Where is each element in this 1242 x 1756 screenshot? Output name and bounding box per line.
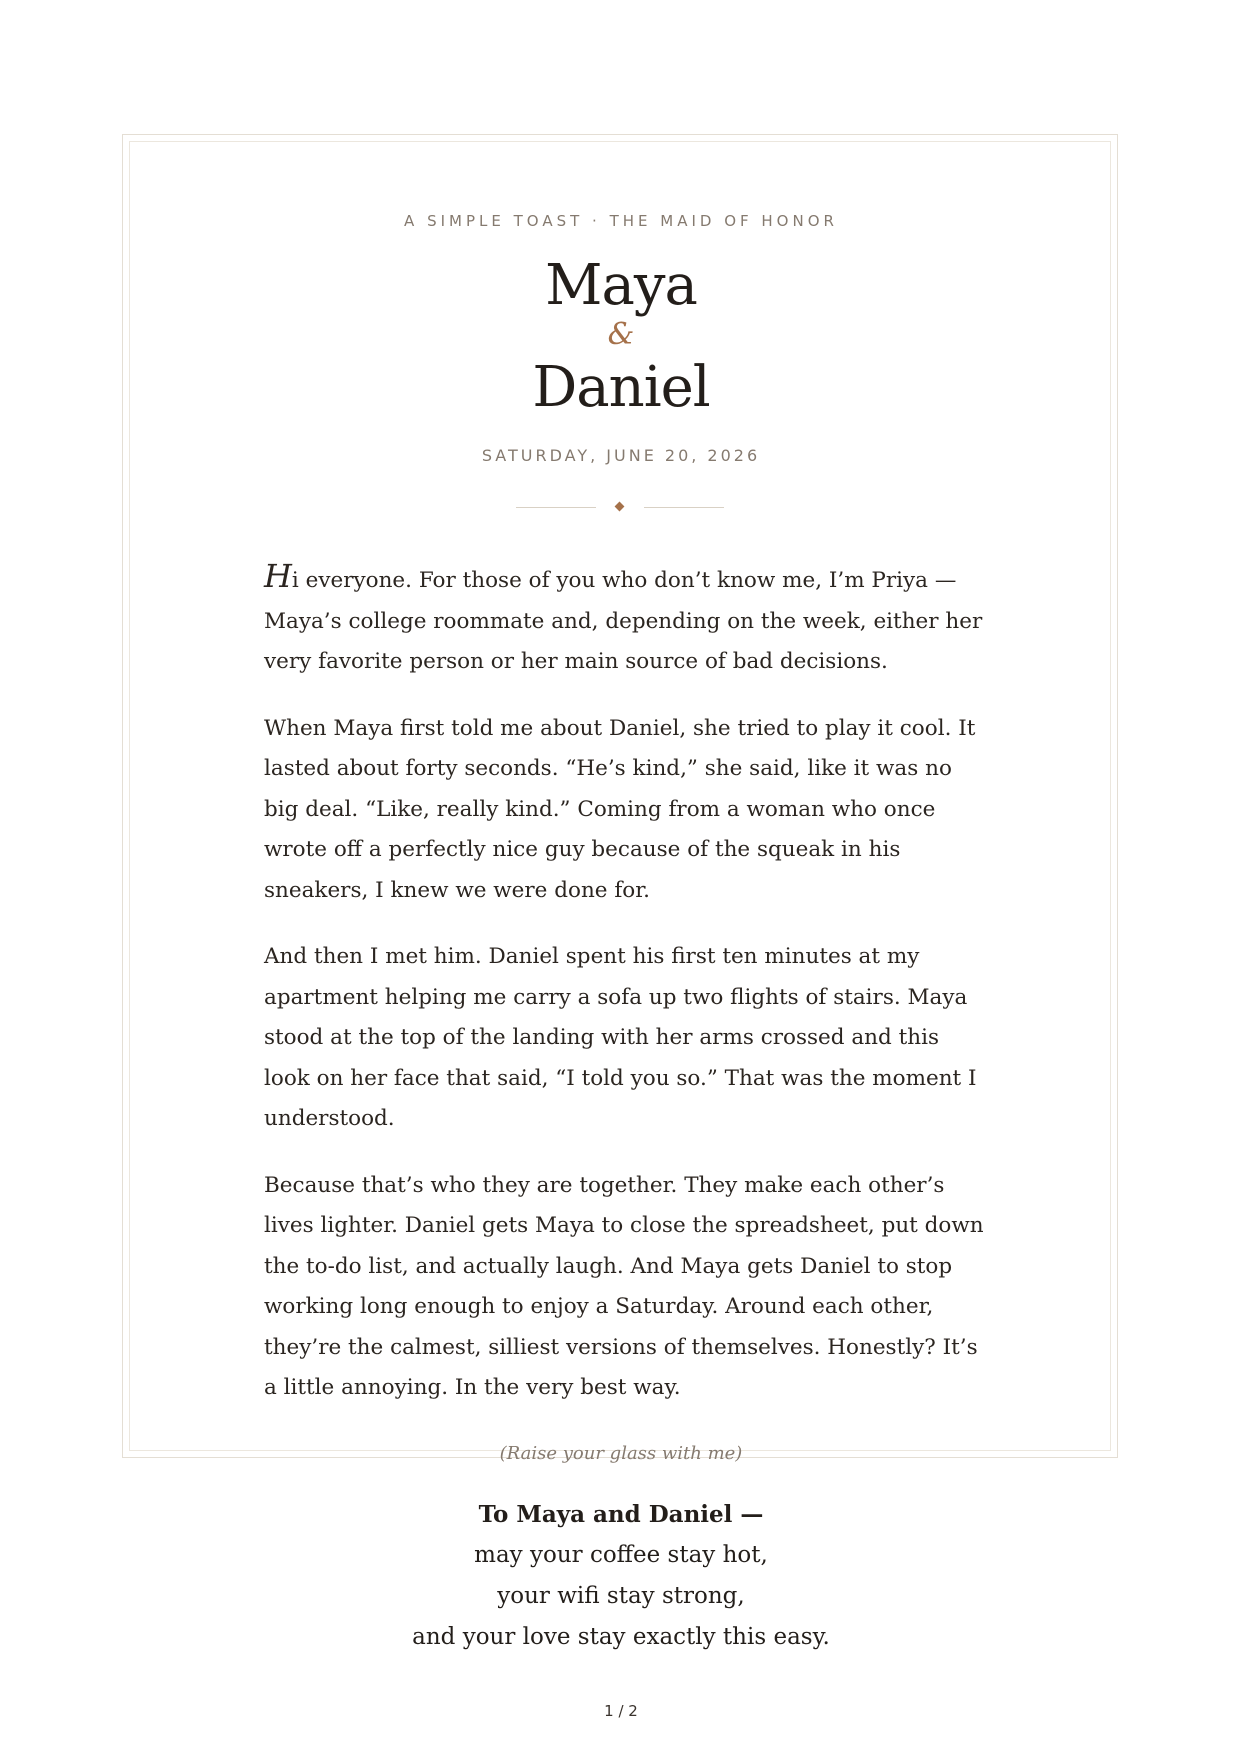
couple-name-first: Maya xyxy=(545,253,697,318)
speech-paragraph-1 xyxy=(264,556,986,683)
diamond-icon xyxy=(615,502,625,512)
speech-paragraph-4: Because that’s who they are together. They make each other’s lives lighter. Daniel gets Maya to close the spreadsheet, put down the to-do list, and actually laugh. And Maya gets Daniel to stop working long enough to enjoy a Saturday. Around each other, they’re the calmest, silliest versions of themselves. Honestly? It’s a little annoying. In the very best way. xyxy=(264,1172,984,1400)
drop-cap: H xyxy=(264,557,292,595)
page-number: 1 / 2 xyxy=(604,1702,638,1720)
toast-cue: (Raise your glass with me) xyxy=(499,1443,743,1464)
ampersand-ornament: & xyxy=(607,317,635,352)
speech-body xyxy=(264,556,986,1435)
wedding-date: SATURDAY, JUNE 20, 2026 xyxy=(481,446,761,465)
couple-name-second: Daniel xyxy=(532,355,710,420)
divider-line-left xyxy=(516,507,596,508)
divider-line-right xyxy=(644,507,724,508)
divider-ornament xyxy=(516,500,724,514)
toast-kicker: A SIMPLE TOAST · THE MAID OF HONOR xyxy=(404,212,838,230)
paragraph-1-text: i everyone. For those of you who don’t know me, I’m Priya — Maya’s college roommate and, depending on the week, either her very favorite person or her main source of bad decisions. xyxy=(264,568,983,674)
toast-line-2: your wifi stay strong, xyxy=(497,1583,745,1609)
toast-lead: To Maya and Daniel — xyxy=(478,1501,764,1528)
speech-paragraph-3: And then I met him. Daniel spent his first ten minutes at my apartment helping me carry a sofa up two flights of stairs. Maya stood at the top of the landing with her arms crossed and this look on her face that said, “I told you so.” That was the moment I understood. xyxy=(264,944,977,1131)
speech-paragraph-2: When Maya first told me about Daniel, she tried to play it cool. It lasted about forty seconds. “He’s kind,” she said, like it was no big deal. “Like, really kind.” Coming from a woman who once wrote off a perfectly nice guy because of the squeak in his sneakers, I knew we were done for. xyxy=(264,715,976,903)
toast-line-1: may your coffee stay hot, xyxy=(474,1542,768,1568)
toast-closing xyxy=(0,1494,1242,1658)
toast-line-3: and your love stay exactly this easy. xyxy=(412,1624,830,1650)
